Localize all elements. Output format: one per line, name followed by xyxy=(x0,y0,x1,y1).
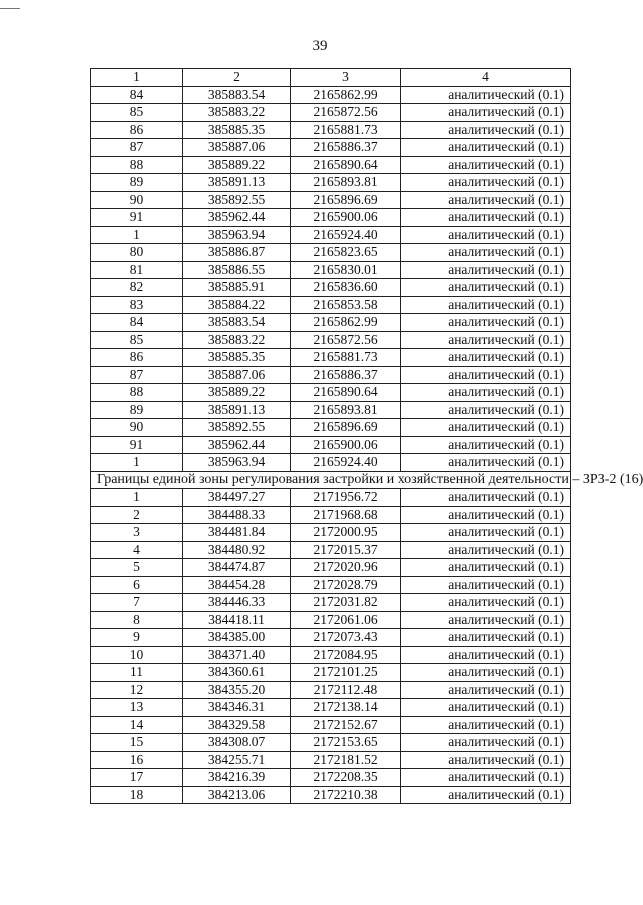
y-coordinate-cell: 2165830.01 xyxy=(291,261,401,279)
point-number-cell: 12 xyxy=(91,681,183,699)
method-cell: аналитический (0.1) xyxy=(401,629,571,647)
table-row xyxy=(91,331,571,349)
x-coordinate-cell: 385963.94 xyxy=(183,454,291,472)
x-coordinate-cell: 385885.91 xyxy=(183,279,291,297)
table-row xyxy=(91,559,571,577)
y-coordinate-cell: 2172061.06 xyxy=(291,611,401,629)
y-coordinate-cell: 2165924.40 xyxy=(291,454,401,472)
method-cell: аналитический (0.1) xyxy=(401,384,571,402)
table-row xyxy=(91,489,571,507)
header-cell-x: 2 xyxy=(183,69,291,87)
table-row xyxy=(91,786,571,804)
point-number-cell: 91 xyxy=(91,209,183,227)
point-number-cell: 1 xyxy=(91,226,183,244)
coordinates-table xyxy=(90,68,643,804)
y-coordinate-cell: 2165886.37 xyxy=(291,366,401,384)
y-coordinate-cell: 2165890.64 xyxy=(291,384,401,402)
point-number-cell: 15 xyxy=(91,734,183,752)
table-row xyxy=(91,209,571,227)
table-row xyxy=(91,734,571,752)
y-coordinate-cell: 2165836.60 xyxy=(291,279,401,297)
table-row xyxy=(91,751,571,769)
table-row xyxy=(91,646,571,664)
point-number-cell: 91 xyxy=(91,436,183,454)
x-coordinate-cell: 385883.22 xyxy=(183,104,291,122)
y-coordinate-cell: 2165893.81 xyxy=(291,174,401,192)
method-cell: аналитический (0.1) xyxy=(401,524,571,542)
method-cell: аналитический (0.1) xyxy=(401,279,571,297)
point-number-cell: 8 xyxy=(91,611,183,629)
x-coordinate-cell: 384216.39 xyxy=(183,769,291,787)
method-cell: аналитический (0.1) xyxy=(401,699,571,717)
y-coordinate-cell: 2165900.06 xyxy=(291,436,401,454)
point-number-cell: 90 xyxy=(91,191,183,209)
table-body-zrz-2-16 xyxy=(91,489,571,804)
x-coordinate-cell: 384355.20 xyxy=(183,681,291,699)
point-number-cell: 87 xyxy=(91,366,183,384)
method-cell: аналитический (0.1) xyxy=(401,261,571,279)
section-title: Границы единой зоны регулирования застройки и хозяйственной деятельности – ЗРЗ-2 (16) xyxy=(91,471,571,489)
y-coordinate-cell: 2165896.69 xyxy=(291,191,401,209)
table-row xyxy=(91,296,571,314)
x-coordinate-cell: 385962.44 xyxy=(183,436,291,454)
method-cell: аналитический (0.1) xyxy=(401,244,571,262)
y-coordinate-cell: 2165872.56 xyxy=(291,331,401,349)
table-row xyxy=(91,681,571,699)
x-coordinate-cell: 384480.92 xyxy=(183,541,291,559)
header-cell-point: 1 xyxy=(91,69,183,87)
point-number-cell: 84 xyxy=(91,314,183,332)
x-coordinate-cell: 385889.22 xyxy=(183,156,291,174)
method-cell: аналитический (0.1) xyxy=(401,559,571,577)
y-coordinate-cell: 2165823.65 xyxy=(291,244,401,262)
y-coordinate-cell: 2172020.96 xyxy=(291,559,401,577)
method-cell: аналитический (0.1) xyxy=(401,716,571,734)
method-cell: аналитический (0.1) xyxy=(401,576,571,594)
x-coordinate-cell: 385886.55 xyxy=(183,261,291,279)
table-body-previous-zone xyxy=(91,86,571,471)
x-coordinate-cell: 385883.54 xyxy=(183,314,291,332)
y-coordinate-cell: 2171968.68 xyxy=(291,506,401,524)
x-coordinate-cell: 384329.58 xyxy=(183,716,291,734)
point-number-cell: 14 xyxy=(91,716,183,734)
y-coordinate-cell: 2165881.73 xyxy=(291,349,401,367)
y-coordinate-cell: 2165853.58 xyxy=(291,296,401,314)
y-coordinate-cell: 2172210.38 xyxy=(291,786,401,804)
table-row xyxy=(91,226,571,244)
method-cell: аналитический (0.1) xyxy=(401,454,571,472)
y-coordinate-cell: 2172208.35 xyxy=(291,769,401,787)
table-row xyxy=(91,576,571,594)
table-row xyxy=(91,664,571,682)
y-coordinate-cell: 2172153.65 xyxy=(291,734,401,752)
header-cell-method: 4 xyxy=(401,69,571,87)
method-cell: аналитический (0.1) xyxy=(401,331,571,349)
x-coordinate-cell: 385963.94 xyxy=(183,226,291,244)
x-coordinate-cell: 384481.84 xyxy=(183,524,291,542)
method-cell: аналитический (0.1) xyxy=(401,769,571,787)
point-number-cell: 82 xyxy=(91,279,183,297)
x-coordinate-cell: 385885.35 xyxy=(183,121,291,139)
x-coordinate-cell: 384497.27 xyxy=(183,489,291,507)
x-coordinate-cell: 384346.31 xyxy=(183,699,291,717)
x-coordinate-cell: 385884.22 xyxy=(183,296,291,314)
y-coordinate-cell: 2172015.37 xyxy=(291,541,401,559)
method-cell: аналитический (0.1) xyxy=(401,349,571,367)
header-cell-y: 3 xyxy=(291,69,401,87)
point-number-cell: 9 xyxy=(91,629,183,647)
method-cell: аналитический (0.1) xyxy=(401,611,571,629)
point-number-cell: 4 xyxy=(91,541,183,559)
x-coordinate-cell: 384371.40 xyxy=(183,646,291,664)
table-row xyxy=(91,244,571,262)
corner-mark xyxy=(0,8,20,9)
table-row xyxy=(91,104,571,122)
y-coordinate-cell: 2172112.48 xyxy=(291,681,401,699)
point-number-cell: 13 xyxy=(91,699,183,717)
method-cell: аналитический (0.1) xyxy=(401,751,571,769)
table-row xyxy=(91,384,571,402)
table-row xyxy=(91,191,571,209)
y-coordinate-cell: 2165881.73 xyxy=(291,121,401,139)
x-coordinate-cell: 384454.28 xyxy=(183,576,291,594)
x-coordinate-cell: 385887.06 xyxy=(183,366,291,384)
y-coordinate-cell: 2172181.52 xyxy=(291,751,401,769)
y-coordinate-cell: 2172000.95 xyxy=(291,524,401,542)
table-row xyxy=(91,279,571,297)
x-coordinate-cell: 385892.55 xyxy=(183,191,291,209)
table-row xyxy=(91,86,571,104)
y-coordinate-cell: 2172152.67 xyxy=(291,716,401,734)
x-coordinate-cell: 384213.06 xyxy=(183,786,291,804)
point-number-cell: 81 xyxy=(91,261,183,279)
x-coordinate-cell: 385883.22 xyxy=(183,331,291,349)
method-cell: аналитический (0.1) xyxy=(401,156,571,174)
method-cell: аналитический (0.1) xyxy=(401,664,571,682)
method-cell: аналитический (0.1) xyxy=(401,191,571,209)
x-coordinate-cell: 385891.13 xyxy=(183,401,291,419)
y-coordinate-cell: 2165872.56 xyxy=(291,104,401,122)
method-cell: аналитический (0.1) xyxy=(401,86,571,104)
y-coordinate-cell: 2165896.69 xyxy=(291,419,401,437)
method-cell: аналитический (0.1) xyxy=(401,436,571,454)
table-row xyxy=(91,769,571,787)
x-coordinate-cell: 384488.33 xyxy=(183,506,291,524)
x-coordinate-cell: 384385.00 xyxy=(183,629,291,647)
point-number-cell: 85 xyxy=(91,331,183,349)
y-coordinate-cell: 2165862.99 xyxy=(291,314,401,332)
y-coordinate-cell: 2172073.43 xyxy=(291,629,401,647)
method-cell: аналитический (0.1) xyxy=(401,139,571,157)
method-cell: аналитический (0.1) xyxy=(401,734,571,752)
y-coordinate-cell: 2165924.40 xyxy=(291,226,401,244)
y-coordinate-cell: 2165893.81 xyxy=(291,401,401,419)
table-row xyxy=(91,506,571,524)
y-coordinate-cell: 2165862.99 xyxy=(291,86,401,104)
y-coordinate-cell: 2172101.25 xyxy=(291,664,401,682)
table-row xyxy=(91,716,571,734)
method-cell: аналитический (0.1) xyxy=(401,506,571,524)
header-row xyxy=(91,69,571,87)
table-row xyxy=(91,156,571,174)
table-row xyxy=(91,594,571,612)
table-row xyxy=(91,524,571,542)
method-cell: аналитический (0.1) xyxy=(401,209,571,227)
method-cell: аналитический (0.1) xyxy=(401,786,571,804)
y-coordinate-cell: 2172028.79 xyxy=(291,576,401,594)
table-row xyxy=(91,314,571,332)
y-coordinate-cell: 2165886.37 xyxy=(291,139,401,157)
x-coordinate-cell: 385887.06 xyxy=(183,139,291,157)
x-coordinate-cell: 384255.71 xyxy=(183,751,291,769)
y-coordinate-cell: 2165900.06 xyxy=(291,209,401,227)
x-coordinate-cell: 384360.61 xyxy=(183,664,291,682)
point-number-cell: 1 xyxy=(91,489,183,507)
x-coordinate-cell: 385892.55 xyxy=(183,419,291,437)
method-cell: аналитический (0.1) xyxy=(401,296,571,314)
point-number-cell: 88 xyxy=(91,156,183,174)
method-cell: аналитический (0.1) xyxy=(401,594,571,612)
table-row xyxy=(91,454,571,472)
method-cell: аналитический (0.1) xyxy=(401,681,571,699)
point-number-cell: 10 xyxy=(91,646,183,664)
method-cell: аналитический (0.1) xyxy=(401,314,571,332)
point-number-cell: 80 xyxy=(91,244,183,262)
point-number-cell: 83 xyxy=(91,296,183,314)
method-cell: аналитический (0.1) xyxy=(401,541,571,559)
table-row xyxy=(91,366,571,384)
x-coordinate-cell: 385886.87 xyxy=(183,244,291,262)
point-number-cell: 86 xyxy=(91,121,183,139)
section-header-group xyxy=(91,471,643,489)
table-row xyxy=(91,261,571,279)
method-cell: аналитический (0.1) xyxy=(401,104,571,122)
method-cell: аналитический (0.1) xyxy=(401,489,571,507)
point-number-cell: 6 xyxy=(91,576,183,594)
table-row xyxy=(91,541,571,559)
x-coordinate-cell: 385883.54 xyxy=(183,86,291,104)
point-number-cell: 18 xyxy=(91,786,183,804)
x-coordinate-cell: 385962.44 xyxy=(183,209,291,227)
table-row xyxy=(91,629,571,647)
point-number-cell: 89 xyxy=(91,401,183,419)
x-coordinate-cell: 384446.33 xyxy=(183,594,291,612)
page-number: 39 xyxy=(312,38,328,54)
point-number-cell: 89 xyxy=(91,174,183,192)
x-coordinate-cell: 385889.22 xyxy=(183,384,291,402)
point-number-cell: 87 xyxy=(91,139,183,157)
point-number-cell: 1 xyxy=(91,454,183,472)
method-cell: аналитический (0.1) xyxy=(401,121,571,139)
method-cell: аналитический (0.1) xyxy=(401,646,571,664)
table-row xyxy=(91,699,571,717)
table-row xyxy=(91,401,571,419)
point-number-cell: 17 xyxy=(91,769,183,787)
point-number-cell: 16 xyxy=(91,751,183,769)
method-cell: аналитический (0.1) xyxy=(401,401,571,419)
y-coordinate-cell: 2172084.95 xyxy=(291,646,401,664)
point-number-cell: 85 xyxy=(91,104,183,122)
y-coordinate-cell: 2172138.14 xyxy=(291,699,401,717)
x-coordinate-cell: 384474.87 xyxy=(183,559,291,577)
point-number-cell: 11 xyxy=(91,664,183,682)
x-coordinate-cell: 385891.13 xyxy=(183,174,291,192)
y-coordinate-cell: 2171956.72 xyxy=(291,489,401,507)
point-number-cell: 86 xyxy=(91,349,183,367)
x-coordinate-cell: 384308.07 xyxy=(183,734,291,752)
table-row xyxy=(91,139,571,157)
table-row xyxy=(91,349,571,367)
table-row xyxy=(91,174,571,192)
point-number-cell: 7 xyxy=(91,594,183,612)
table-row xyxy=(91,121,571,139)
table-row xyxy=(91,611,571,629)
method-cell: аналитический (0.1) xyxy=(401,174,571,192)
point-number-cell: 88 xyxy=(91,384,183,402)
method-cell: аналитический (0.1) xyxy=(401,226,571,244)
point-number-cell: 90 xyxy=(91,419,183,437)
point-number-cell: 3 xyxy=(91,524,183,542)
x-coordinate-cell: 385885.35 xyxy=(183,349,291,367)
point-number-cell: 84 xyxy=(91,86,183,104)
section-header-row xyxy=(91,471,571,489)
x-coordinate-cell: 384418.11 xyxy=(183,611,291,629)
point-number-cell: 5 xyxy=(91,559,183,577)
point-number-cell: 2 xyxy=(91,506,183,524)
table-row xyxy=(91,419,571,437)
y-coordinate-cell: 2172031.82 xyxy=(291,594,401,612)
y-coordinate-cell: 2165890.64 xyxy=(291,156,401,174)
method-cell: аналитический (0.1) xyxy=(401,419,571,437)
table-row xyxy=(91,436,571,454)
method-cell: аналитический (0.1) xyxy=(401,366,571,384)
